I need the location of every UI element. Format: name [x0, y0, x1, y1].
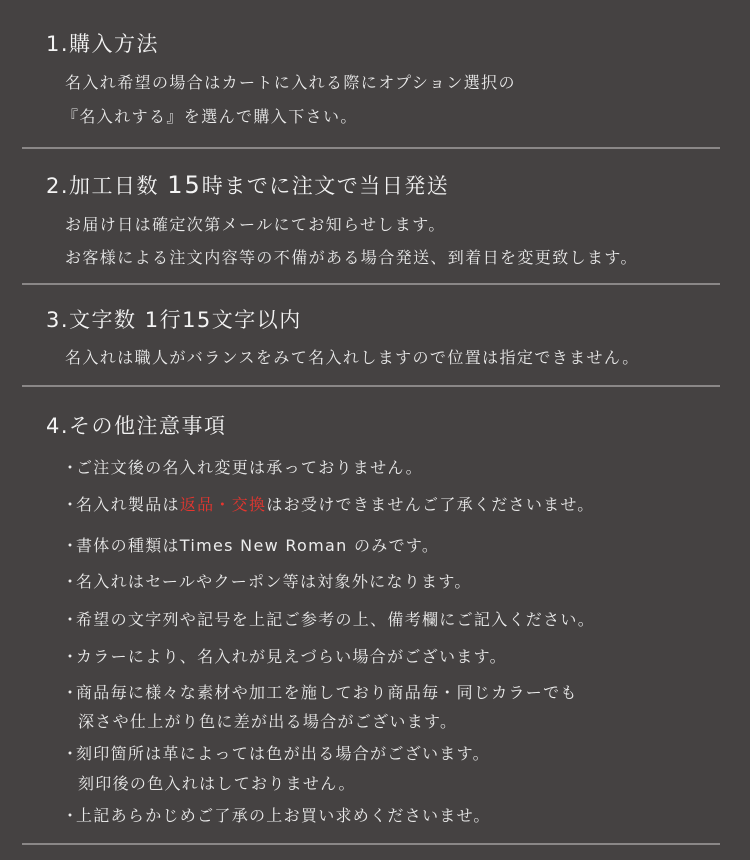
note-item	[62, 741, 490, 793]
section2-heading-suffix: 時までに注文で当日発送	[201, 174, 450, 198]
note-item	[62, 455, 423, 478]
bullet-icon: ・	[62, 610, 80, 629]
note-item	[62, 644, 507, 667]
note-text: 名入れ製品は	[76, 495, 180, 514]
section2-line-1: お届け日は確定次第メールにてお知らせします。	[65, 215, 446, 234]
section1-line-1: 名入れ希望の場合はカートに入れる際にオプション選択の	[65, 73, 516, 92]
note-text: 希望の文字列や記号を上記ご参考の上、備考欄にご記入ください。	[76, 610, 596, 629]
bullet-icon: ・	[62, 806, 80, 825]
note-text-continued: 刻印後の色入れはしておりません。	[78, 774, 356, 793]
divider	[22, 147, 720, 149]
section2-heading-hour: 15	[167, 171, 202, 199]
section3-heading: 3.文字数 1行15文字以内	[46, 308, 302, 332]
section2-line-2: お客様による注文内容等の不備がある場合発送、到着日を変更致します。	[65, 248, 638, 267]
note-text: 名入れはセールやクーポン等は対象外になります。	[76, 572, 472, 591]
note-text: 刻印箇所は革によっては色が出る場合がございます。	[76, 744, 490, 763]
divider	[22, 283, 720, 285]
bullet-icon: ・	[62, 458, 80, 477]
note-text: ご注文後の名入れ変更は承っておりません。	[76, 458, 423, 477]
divider	[22, 385, 720, 387]
section1-line-2: 『名入れする』を選んで購入下さい。	[62, 107, 358, 126]
note-text: 商品毎に様々な素材や加工を施しており商品毎・同じカラーでも	[76, 683, 578, 702]
bullet-icon: ・	[62, 683, 80, 702]
bullet-icon: ・	[62, 647, 80, 666]
note-text-continued: 深さや仕上がり色に差が出る場合がございます。	[78, 712, 458, 731]
note-text: はお受けできませんご了承くださいませ。	[266, 495, 595, 514]
note-text: 書体の種類はTimes New Roman のみです。	[76, 536, 440, 555]
section2-heading-prefix: 2.加工日数	[46, 174, 168, 198]
note-item	[62, 492, 595, 515]
note-item	[62, 607, 595, 630]
bullet-icon: ・	[62, 572, 80, 591]
bullet-icon: ・	[62, 495, 80, 514]
note-text: カラーにより、名入れが見えづらい場合がございます。	[76, 647, 507, 666]
section4-heading: 4.その他注意事項	[46, 414, 227, 438]
note-item	[62, 569, 472, 592]
note-item	[62, 680, 578, 731]
section3-line-1: 名入れは職人がバランスをみて名入れしますので位置は指定できません。	[65, 348, 640, 367]
note-text: 上記あらかじめご了承の上お買い求めくださいませ。	[76, 806, 491, 825]
bullet-icon: ・	[62, 536, 80, 555]
section2-heading	[46, 170, 449, 200]
note-item	[62, 803, 491, 826]
divider	[22, 843, 720, 845]
bullet-icon: ・	[62, 744, 80, 763]
return-exchange-warning: 返品・交換	[179, 495, 267, 514]
section1-heading: 1.購入方法	[46, 32, 160, 56]
note-item	[62, 533, 439, 556]
